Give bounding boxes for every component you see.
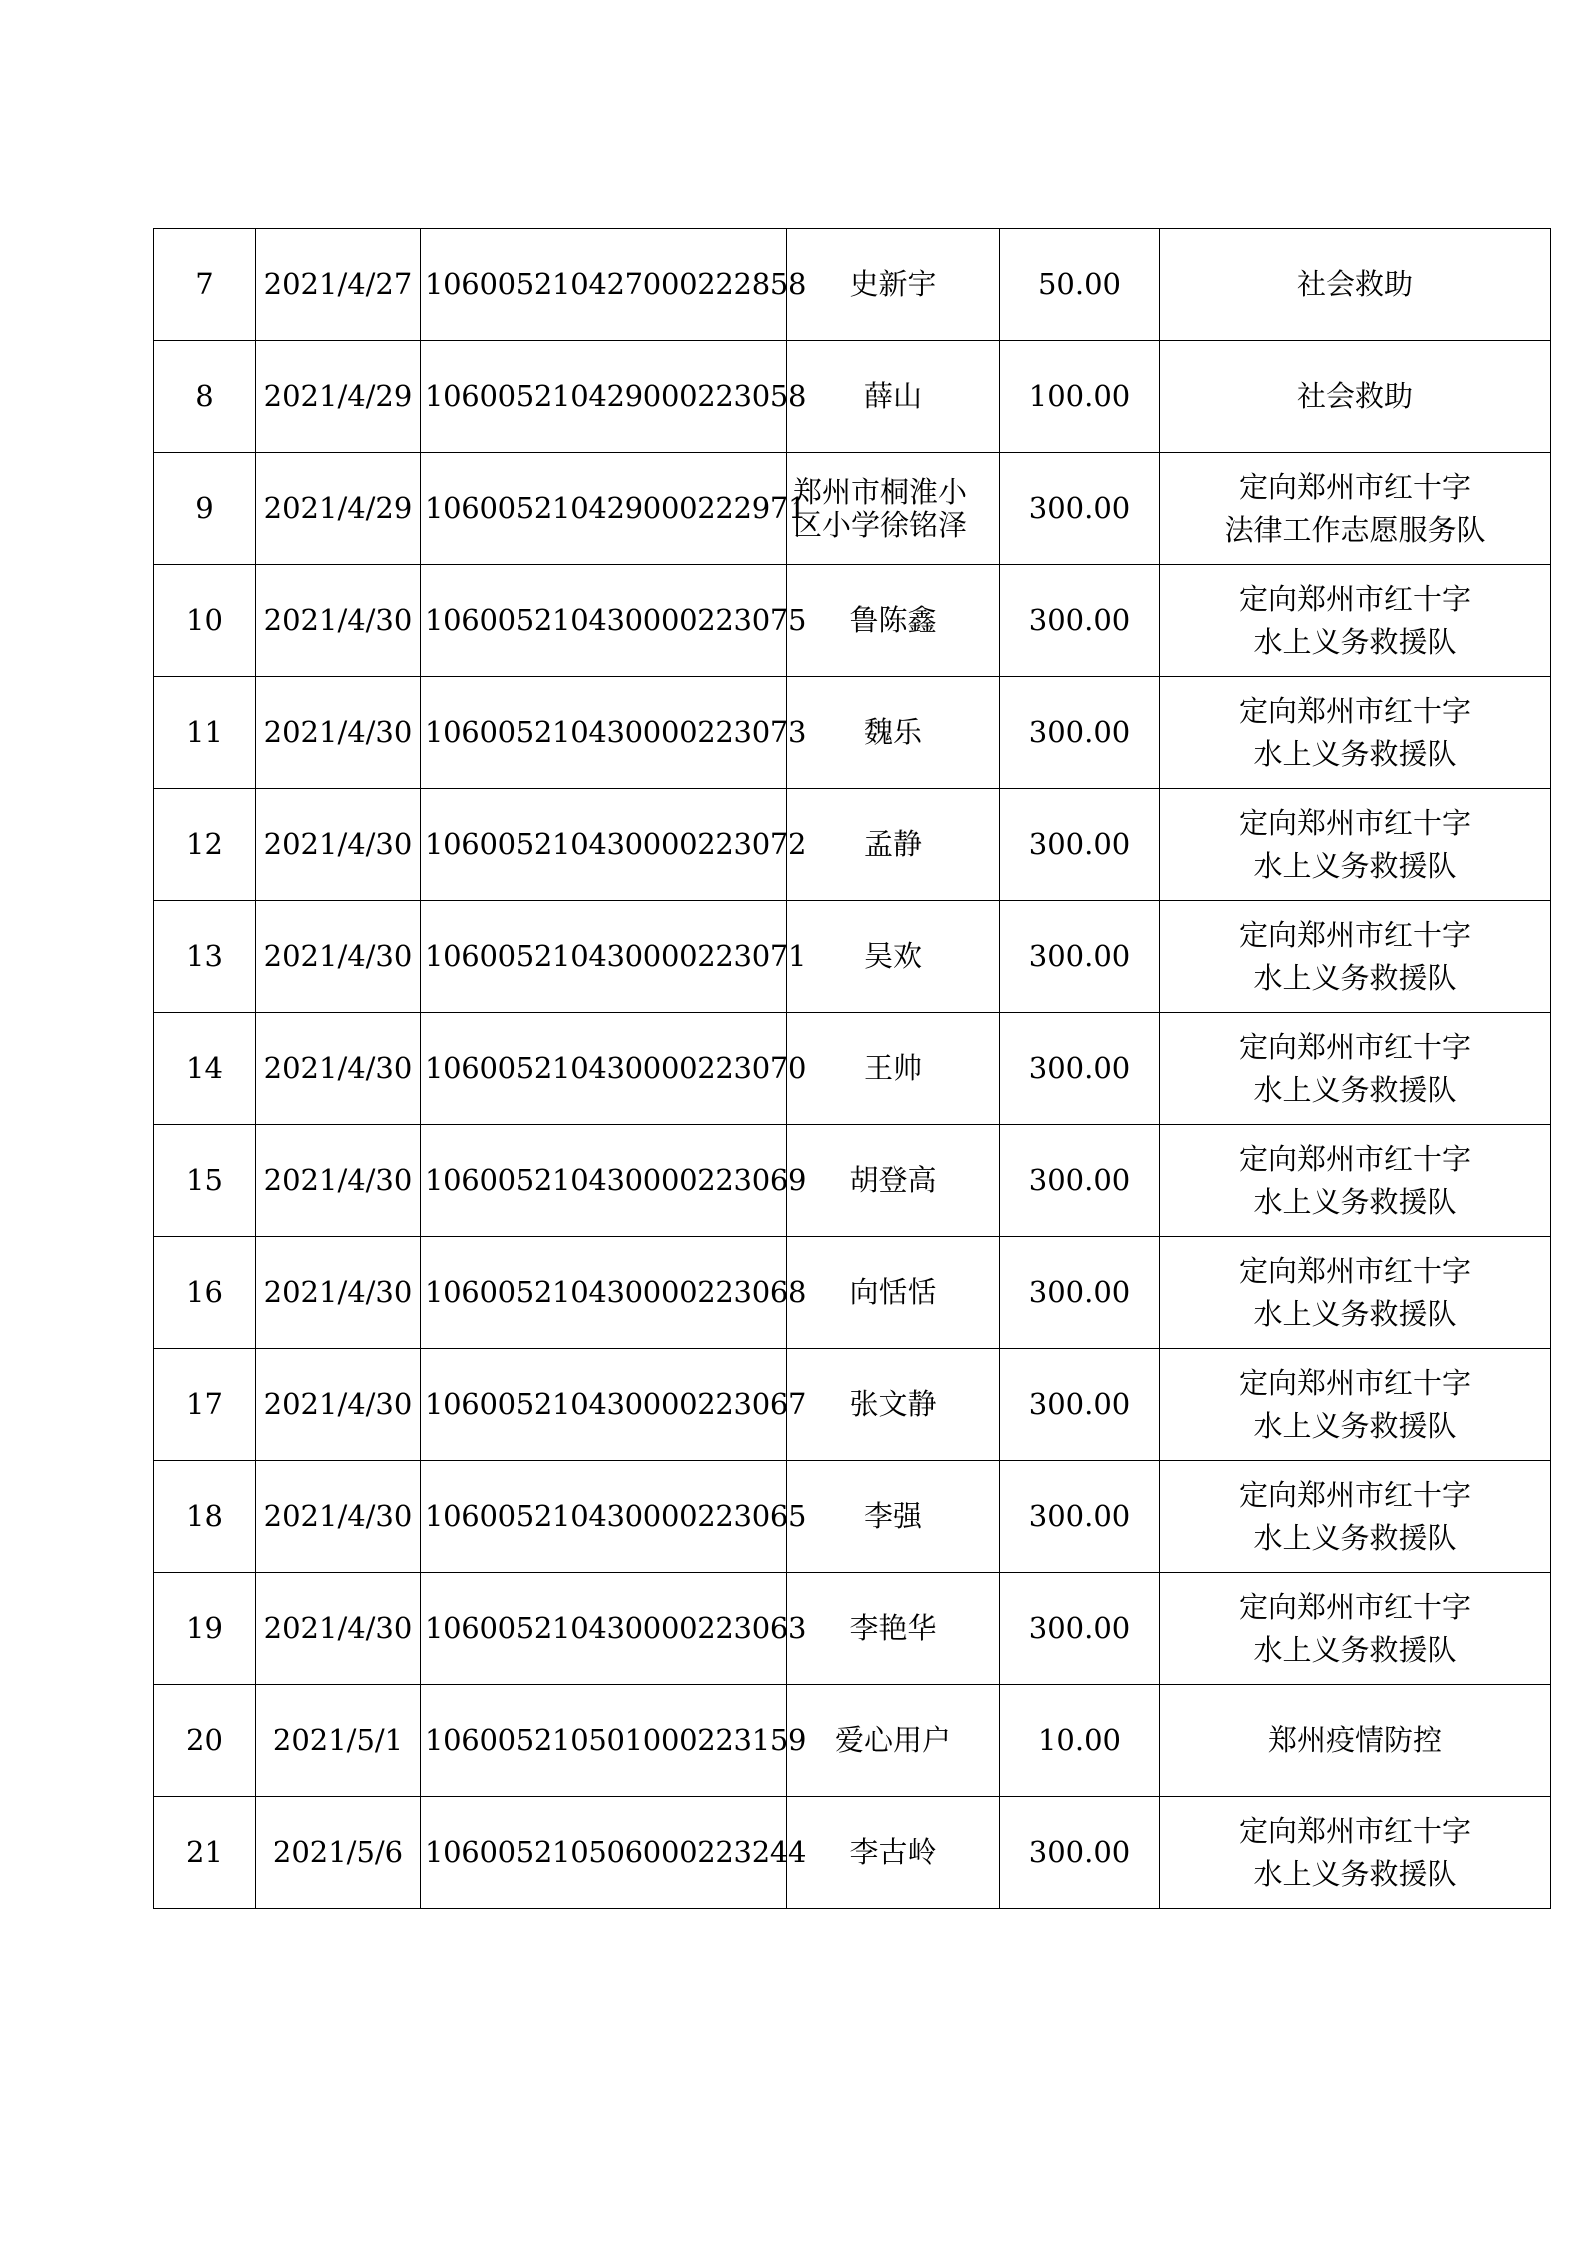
donation-date: 2021/4/30 — [256, 1125, 421, 1237]
donation-date: 2021/4/27 — [256, 229, 421, 341]
donation-purpose — [1160, 1013, 1551, 1125]
donor-name: 郑州市桐淮小区小学徐铭泽 — [787, 453, 1000, 565]
row-index: 19 — [154, 1573, 256, 1685]
donation-purpose — [1160, 1573, 1551, 1685]
donor-name: 薛山 — [787, 341, 1000, 453]
donation-purpose — [1160, 1797, 1551, 1909]
purpose-line-1: 定向郑州市红十字 — [1238, 1814, 1471, 1849]
table-row — [154, 789, 1551, 901]
donation-amount: 300.00 — [1000, 677, 1160, 789]
donation-date: 2021/4/30 — [256, 565, 421, 677]
row-index: 8 — [154, 341, 256, 453]
donation-amount: 300.00 — [1000, 1797, 1160, 1909]
purpose-line-2: 水上义务救援队 — [1253, 1856, 1457, 1891]
donation-amount: 300.00 — [1000, 1461, 1160, 1573]
purpose-line-2: 水上义务救援队 — [1253, 1184, 1457, 1219]
donor-name: 王帅 — [787, 1013, 1000, 1125]
receipt-number: 106005210501000223159 — [421, 1685, 787, 1797]
donation-date: 2021/4/30 — [256, 1237, 421, 1349]
purpose-line-2: 水上义务救援队 — [1253, 624, 1457, 659]
donation-date: 2021/4/30 — [256, 1461, 421, 1573]
purpose-line-1: 定向郑州市红十字 — [1238, 1366, 1471, 1401]
purpose-line-1: 定向郑州市红十字 — [1238, 1142, 1471, 1177]
receipt-number: 106005210430000223073 — [421, 677, 787, 789]
donation-date: 2021/4/30 — [256, 1573, 421, 1685]
purpose-line-1: 定向郑州市红十字 — [1238, 1590, 1471, 1625]
purpose-line-1: 定向郑州市红十字 — [1238, 1478, 1471, 1513]
row-index: 9 — [154, 453, 256, 565]
donation-purpose — [1160, 453, 1551, 565]
purpose-line-1: 社会救助 — [1296, 267, 1413, 302]
donation-amount: 300.00 — [1000, 565, 1160, 677]
purpose-line-1: 定向郑州市红十字 — [1238, 918, 1471, 953]
donation-table-body — [154, 229, 1551, 1909]
table-row — [154, 565, 1551, 677]
donation-amount: 300.00 — [1000, 901, 1160, 1013]
purpose-line-2: 水上义务救援队 — [1253, 1296, 1457, 1331]
donation-date: 2021/4/30 — [256, 1349, 421, 1461]
purpose-line-1: 社会救助 — [1296, 379, 1413, 414]
donation-amount: 300.00 — [1000, 789, 1160, 901]
donation-date: 2021/4/30 — [256, 789, 421, 901]
donation-amount: 300.00 — [1000, 1349, 1160, 1461]
table-row — [154, 901, 1551, 1013]
row-index: 16 — [154, 1237, 256, 1349]
purpose-line-2: 法律工作志愿服务队 — [1224, 512, 1486, 547]
donor-name: 魏乐 — [787, 677, 1000, 789]
receipt-number: 106005210430000223071 — [421, 901, 787, 1013]
row-index: 11 — [154, 677, 256, 789]
donation-purpose — [1160, 1461, 1551, 1573]
donation-table — [153, 228, 1551, 1909]
donation-purpose — [1160, 341, 1551, 453]
table-row — [154, 1685, 1551, 1797]
donation-purpose — [1160, 229, 1551, 341]
row-index: 17 — [154, 1349, 256, 1461]
row-index: 21 — [154, 1797, 256, 1909]
donor-name: 李艳华 — [787, 1573, 1000, 1685]
purpose-line-1: 郑州疫情防控 — [1267, 1723, 1442, 1758]
receipt-number: 106005210430000223070 — [421, 1013, 787, 1125]
donation-purpose — [1160, 1125, 1551, 1237]
row-index: 12 — [154, 789, 256, 901]
donation-date: 2021/5/6 — [256, 1797, 421, 1909]
donor-name: 胡登高 — [787, 1125, 1000, 1237]
donation-purpose — [1160, 1685, 1551, 1797]
table-row — [154, 229, 1551, 341]
purpose-line-1: 定向郑州市红十字 — [1238, 470, 1471, 505]
donor-name: 张文静 — [787, 1349, 1000, 1461]
donor-name: 史新宇 — [787, 229, 1000, 341]
purpose-line-2: 水上义务救援队 — [1253, 960, 1457, 995]
donation-date: 2021/4/29 — [256, 341, 421, 453]
donation-purpose — [1160, 565, 1551, 677]
receipt-number: 106005210429000222971 — [421, 453, 787, 565]
purpose-line-2: 水上义务救援队 — [1253, 1408, 1457, 1443]
row-index: 7 — [154, 229, 256, 341]
donation-amount: 300.00 — [1000, 1125, 1160, 1237]
table-row — [154, 1797, 1551, 1909]
table-row — [154, 1349, 1551, 1461]
donation-date: 2021/4/30 — [256, 901, 421, 1013]
row-index: 20 — [154, 1685, 256, 1797]
donation-amount: 300.00 — [1000, 1573, 1160, 1685]
donation-date: 2021/4/29 — [256, 453, 421, 565]
row-index: 18 — [154, 1461, 256, 1573]
donation-amount: 100.00 — [1000, 341, 1160, 453]
donation-date: 2021/4/30 — [256, 1013, 421, 1125]
row-index: 10 — [154, 565, 256, 677]
receipt-number: 106005210430000223072 — [421, 789, 787, 901]
table-row — [154, 341, 1551, 453]
donor-name: 李古岭 — [787, 1797, 1000, 1909]
donor-name: 向恬恬 — [787, 1237, 1000, 1349]
row-index: 14 — [154, 1013, 256, 1125]
table-row — [154, 1461, 1551, 1573]
donor-name: 孟静 — [787, 789, 1000, 901]
donor-name: 爱心用户 — [787, 1685, 1000, 1797]
donation-purpose — [1160, 1349, 1551, 1461]
purpose-line-1: 定向郑州市红十字 — [1238, 1030, 1471, 1065]
donation-amount: 300.00 — [1000, 1237, 1160, 1349]
donation-purpose — [1160, 677, 1551, 789]
purpose-line-1: 定向郑州市红十字 — [1238, 1254, 1471, 1289]
purpose-line-2: 水上义务救援队 — [1253, 1520, 1457, 1555]
receipt-number: 106005210429000223058 — [421, 341, 787, 453]
donor-name: 李强 — [787, 1461, 1000, 1573]
receipt-number: 106005210506000223244 — [421, 1797, 787, 1909]
donation-amount: 300.00 — [1000, 1013, 1160, 1125]
purpose-line-1: 定向郑州市红十字 — [1238, 694, 1471, 729]
purpose-line-1: 定向郑州市红十字 — [1238, 806, 1471, 841]
donation-date: 2021/5/1 — [256, 1685, 421, 1797]
table-row — [154, 677, 1551, 789]
purpose-line-2: 水上义务救援队 — [1253, 1072, 1457, 1107]
table-row — [154, 1125, 1551, 1237]
receipt-number: 106005210430000223063 — [421, 1573, 787, 1685]
purpose-line-2: 水上义务救援队 — [1253, 848, 1457, 883]
purpose-line-2: 水上义务救援队 — [1253, 1632, 1457, 1667]
donation-amount: 300.00 — [1000, 453, 1160, 565]
receipt-number: 106005210430000223069 — [421, 1125, 787, 1237]
donor-name: 鲁陈鑫 — [787, 565, 1000, 677]
donation-purpose — [1160, 789, 1551, 901]
donation-purpose — [1160, 1237, 1551, 1349]
receipt-number: 106005210427000222858 — [421, 229, 787, 341]
donation-amount: 50.00 — [1000, 229, 1160, 341]
donation-amount: 10.00 — [1000, 1685, 1160, 1797]
row-index: 15 — [154, 1125, 256, 1237]
row-index: 13 — [154, 901, 256, 1013]
table-row — [154, 453, 1551, 565]
donor-name: 吴欢 — [787, 901, 1000, 1013]
purpose-line-1: 定向郑州市红十字 — [1238, 582, 1471, 617]
table-row — [154, 1013, 1551, 1125]
donation-purpose — [1160, 901, 1551, 1013]
table-row — [154, 1237, 1551, 1349]
purpose-line-2: 水上义务救援队 — [1253, 736, 1457, 771]
receipt-number: 106005210430000223065 — [421, 1461, 787, 1573]
donation-date: 2021/4/30 — [256, 677, 421, 789]
table-row — [154, 1573, 1551, 1685]
receipt-number: 106005210430000223068 — [421, 1237, 787, 1349]
receipt-number: 106005210430000223067 — [421, 1349, 787, 1461]
receipt-number: 106005210430000223075 — [421, 565, 787, 677]
